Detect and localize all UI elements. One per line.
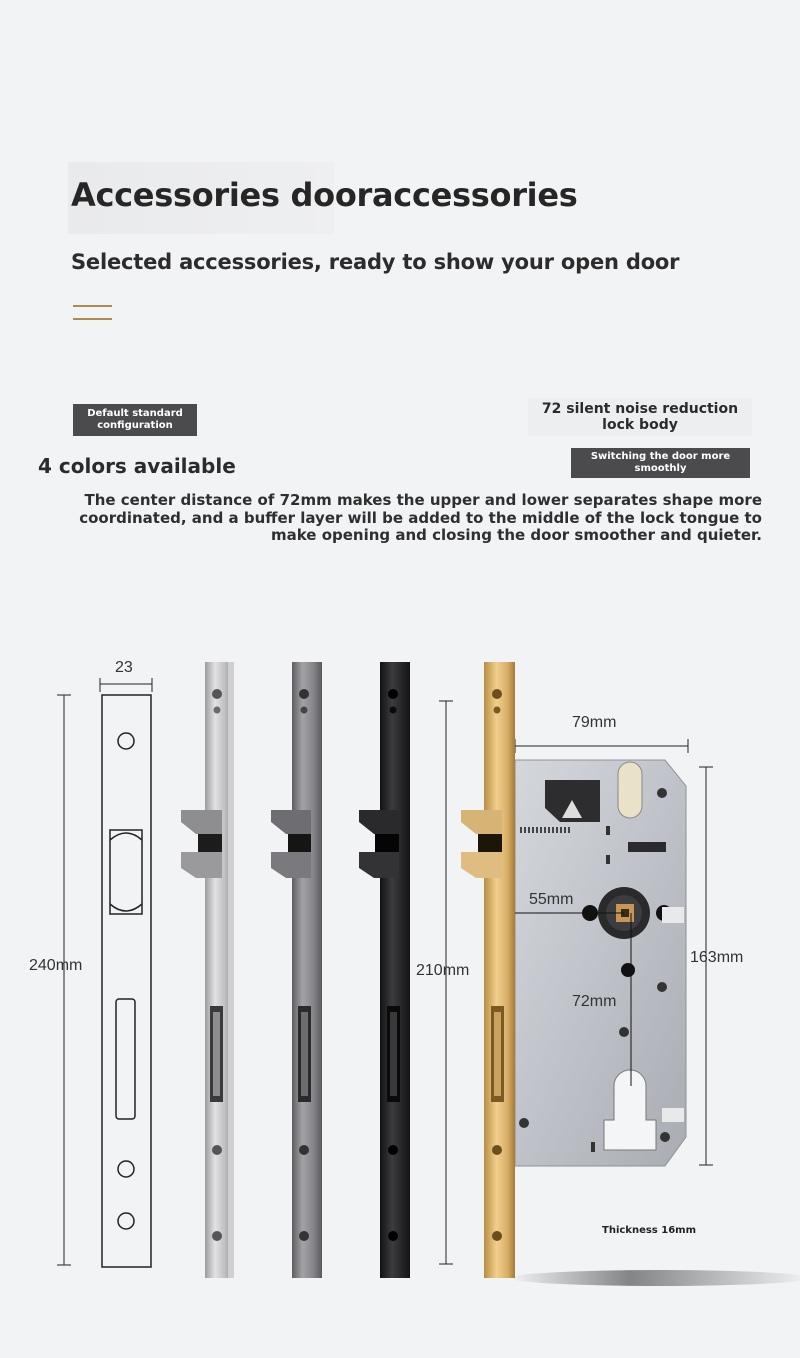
backset-label: 55mm — [529, 891, 574, 908]
strike-height-label: 240mm — [29, 957, 83, 974]
body-height-label: 163mm — [690, 949, 744, 966]
colors-available-label: 4 colors available — [38, 454, 236, 478]
faceplate-black — [359, 662, 410, 1278]
floor-shadow — [510, 1270, 800, 1286]
smooth-switching-badge: Switching the door more smoothly — [571, 448, 750, 478]
mortise-lock-body — [515, 760, 686, 1166]
product-description: The center distance of 72mm makes the upper and lower separates shape more coordinated, and a buffer layer will be added to the middle of the lock tongue to make opening and closing the door smoother and quieter. — [79, 491, 762, 544]
center-distance-label: 72mm — [572, 993, 617, 1010]
lock-body-title: 72 silent noise reduction lock body — [541, 401, 739, 433]
strike-plate-drawing — [102, 695, 151, 1267]
strike-width-label: 23 — [115, 659, 133, 676]
body-width-label: 79mm — [572, 714, 617, 731]
default-config-badge: Default standard configuration — [73, 404, 197, 436]
faceplate-height-label: 210mm — [416, 962, 470, 979]
thickness-label: Thickness 16mm — [602, 1225, 696, 1236]
faceplate-gray — [271, 662, 322, 1278]
page-subtitle: Selected accessories, ready to show your open door — [71, 250, 680, 274]
faceplate-silver — [181, 662, 234, 1278]
page-title: Accessories dooraccessories — [71, 176, 578, 214]
